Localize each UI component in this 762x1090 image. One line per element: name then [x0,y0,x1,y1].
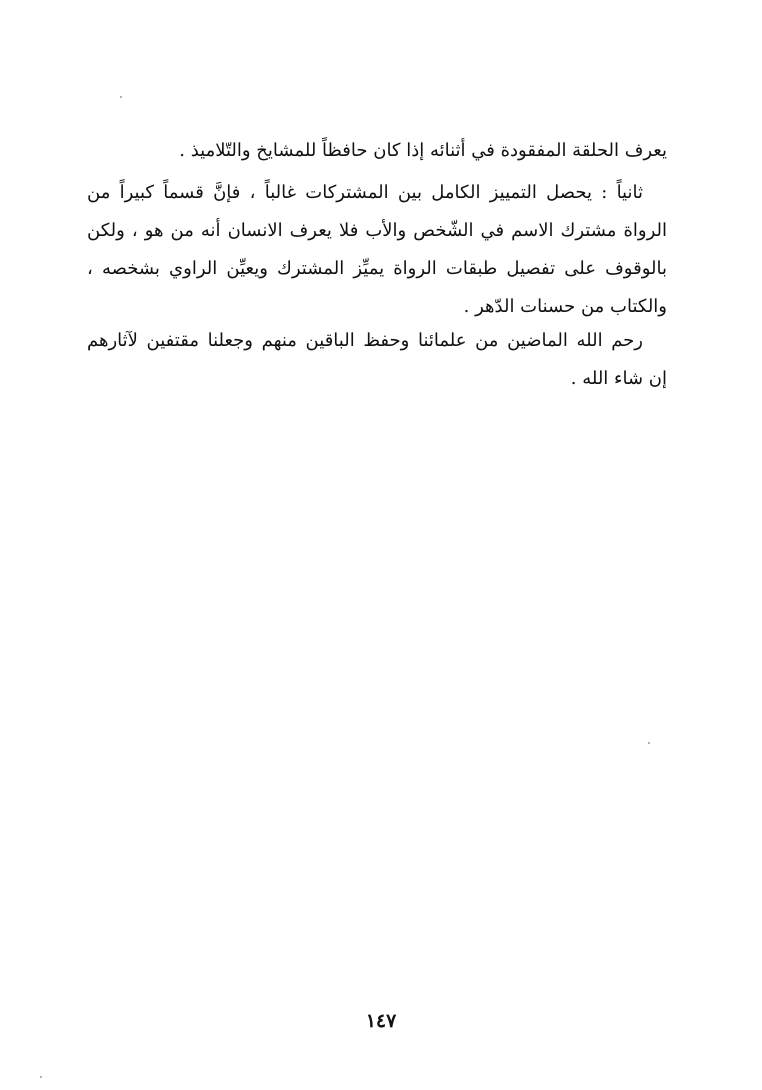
scan-speck [120,96,122,98]
paragraph-continuation [87,132,667,170]
text-line: ثانياً : يحصل التمييز الكامل بين المشتركات غالباً ، فإنَّ قسماً كبيراً من [87,182,643,203]
scan-speck [40,1076,42,1078]
text-line: والكتاب من حسنات الدّهر . [463,296,667,317]
text-line: بالوقوف على تفصيل طبقات الرواة يميِّز المشترك ويعيِّن الراوي بشخصه ، [87,258,667,279]
text-line: رحم الله الماضين من علمائنا وحفظ الباقين منهم وجعلنا مقتفين لآثارهم [87,330,643,351]
paragraph-closing-prayer [87,322,667,398]
text-line: إن شاء الله . [570,368,667,389]
text-line: الرواة مشترك الاسم في الشّخص والأب فلا يعرف الانسان أنه من هو ، ولكن [87,220,667,241]
text-line: يعرف الحلقة المفقودة في أثنائه إذا كان حافظاً للمشايخ والتّلاميذ . [179,140,667,161]
paragraph-second-point [87,174,667,326]
scan-speck [648,742,650,744]
page-number: ١٤٧ [365,1010,397,1032]
